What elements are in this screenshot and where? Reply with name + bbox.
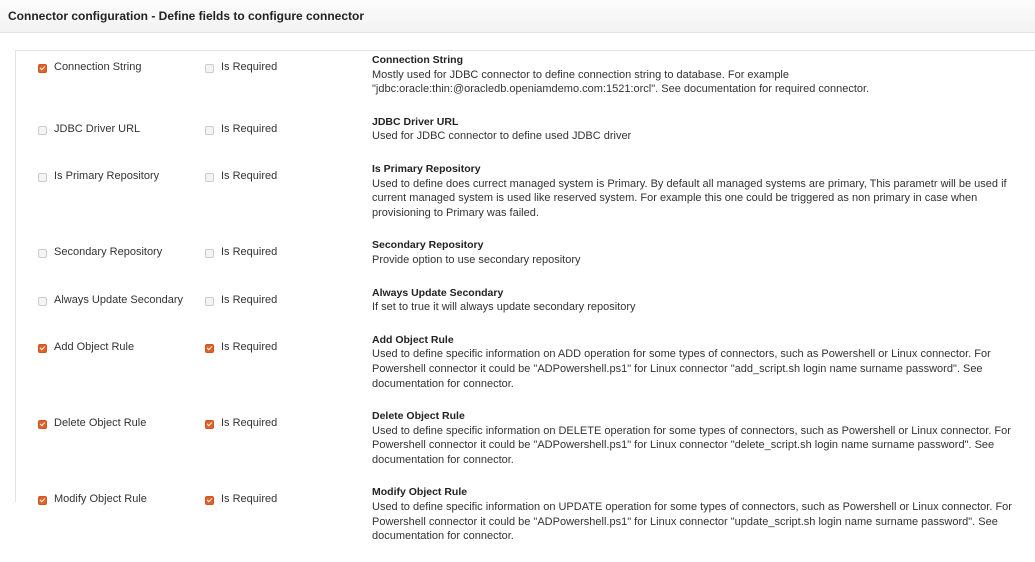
field-row bbox=[16, 115, 1035, 162]
field-enable-toggle[interactable] bbox=[16, 238, 205, 267]
enabled-checkbox[interactable] bbox=[38, 249, 47, 258]
field-row bbox=[16, 409, 1035, 485]
field-enable-toggle[interactable] bbox=[16, 53, 205, 97]
field-label: Modify Object Rule bbox=[54, 493, 147, 505]
field-help-title: Secondary Repository bbox=[372, 238, 1022, 253]
required-checkbox[interactable] bbox=[205, 496, 214, 505]
field-row bbox=[16, 286, 1035, 333]
field-help-description: Used to define specific information on DELETE operation for some types of connectors, such as Powershell or Linux connector. For Powershell connector it could be "ADPowershell.ps1" for Linux connector "delete_script.sh login name surname password". See documentation for connector. bbox=[372, 424, 1022, 468]
field-label: JDBC Driver URL bbox=[54, 123, 140, 135]
required-label: Is Required bbox=[221, 170, 277, 182]
required-label: Is Required bbox=[221, 341, 277, 353]
field-help-description: Used to define specific information on ADD operation for some types of connectors, such as Powershell or Linux connector. For Powershell connector it could be "ADPowershell.ps1" for Linux connector "add_script.sh login name surname password". See documentation for connector. bbox=[372, 347, 1022, 391]
field-enable-toggle[interactable] bbox=[16, 286, 205, 315]
field-help-title: Is Primary Repository bbox=[372, 162, 1022, 177]
enabled-checkbox[interactable] bbox=[38, 64, 47, 73]
required-checkbox[interactable] bbox=[205, 420, 214, 429]
field-help-title: JDBC Driver URL bbox=[372, 115, 1022, 130]
field-help-title: Always Update Secondary bbox=[372, 286, 1022, 301]
field-help bbox=[372, 238, 1022, 267]
field-required-toggle[interactable] bbox=[205, 115, 372, 144]
field-row bbox=[16, 333, 1035, 409]
field-help bbox=[372, 286, 1022, 315]
field-label: Is Primary Repository bbox=[54, 170, 159, 182]
field-required-toggle[interactable] bbox=[205, 286, 372, 315]
field-enable-toggle[interactable] bbox=[16, 485, 205, 543]
enabled-checkbox[interactable] bbox=[38, 344, 47, 353]
field-required-toggle[interactable] bbox=[205, 409, 372, 467]
field-help-description: Used to define does currect managed system is Primary. By default all managed systems are primary, This parametr will be used if current managed system is used like reserved system. For example this one could be triggered as non primary in case when provisioning to Primary was failed. bbox=[372, 177, 1022, 221]
enabled-checkbox[interactable] bbox=[38, 496, 47, 505]
field-help-description: Used for JDBC connector to define used JDBC driver bbox=[372, 129, 1022, 144]
page-title: Connector configuration - Define fields to configure connector bbox=[8, 9, 364, 23]
field-help bbox=[372, 53, 1022, 97]
field-required-toggle[interactable] bbox=[205, 53, 372, 97]
field-row bbox=[16, 238, 1035, 285]
field-help-description: Provide option to use secondary repository bbox=[372, 253, 1022, 268]
field-help-title: Delete Object Rule bbox=[372, 409, 1022, 424]
page-header bbox=[0, 0, 1035, 33]
required-checkbox[interactable] bbox=[205, 249, 214, 258]
field-help bbox=[372, 333, 1022, 391]
field-label: Add Object Rule bbox=[54, 341, 134, 353]
enabled-checkbox[interactable] bbox=[38, 420, 47, 429]
field-label: Connection String bbox=[54, 61, 141, 73]
field-row bbox=[16, 485, 1035, 561]
required-label: Is Required bbox=[221, 61, 277, 73]
required-checkbox[interactable] bbox=[205, 297, 214, 306]
field-required-toggle[interactable] bbox=[205, 238, 372, 267]
required-checkbox[interactable] bbox=[205, 126, 214, 135]
field-row bbox=[16, 51, 1035, 115]
field-help bbox=[372, 162, 1022, 220]
field-label: Secondary Repository bbox=[54, 246, 162, 258]
field-enable-toggle[interactable] bbox=[16, 333, 205, 391]
required-checkbox[interactable] bbox=[205, 64, 214, 73]
field-help-title: Connection String bbox=[372, 53, 1022, 68]
field-help-title: Add Object Rule bbox=[372, 333, 1022, 348]
field-help bbox=[372, 409, 1022, 467]
required-checkbox[interactable] bbox=[205, 173, 214, 182]
field-required-toggle[interactable] bbox=[205, 162, 372, 220]
field-label: Always Update Secondary bbox=[54, 294, 183, 306]
field-required-toggle[interactable] bbox=[205, 333, 372, 391]
enabled-checkbox[interactable] bbox=[38, 126, 47, 135]
connector-fields-panel bbox=[15, 50, 1035, 502]
field-help-description: If set to true it will always update secondary repository bbox=[372, 300, 1022, 315]
field-help-description: Used to define specific information on UPDATE operation for some types of connectors, such as Powershell or Linux connector. For Powershell connector it could be "ADPowershell.ps1" for Linux connector "update_script.sh login name surname password". See documentation for connector. bbox=[372, 500, 1022, 544]
required-checkbox[interactable] bbox=[205, 344, 214, 353]
required-label: Is Required bbox=[221, 123, 277, 135]
field-enable-toggle[interactable] bbox=[16, 409, 205, 467]
required-label: Is Required bbox=[221, 417, 277, 429]
field-enable-toggle[interactable] bbox=[16, 115, 205, 144]
field-help bbox=[372, 115, 1022, 144]
field-required-toggle[interactable] bbox=[205, 485, 372, 543]
required-label: Is Required bbox=[221, 294, 277, 306]
field-help-description: Mostly used for JDBC connector to define connection string to database. For example "jdbc:oracle:thin:@oracledb.openiamdemo.com:1521:orcl". See documentation for required connector. bbox=[372, 68, 1022, 97]
field-enable-toggle[interactable] bbox=[16, 162, 205, 220]
required-label: Is Required bbox=[221, 493, 277, 505]
field-help bbox=[372, 485, 1022, 543]
field-help-title: Modify Object Rule bbox=[372, 485, 1022, 500]
field-row bbox=[16, 162, 1035, 238]
field-label: Delete Object Rule bbox=[54, 417, 146, 429]
enabled-checkbox[interactable] bbox=[38, 297, 47, 306]
required-label: Is Required bbox=[221, 246, 277, 258]
enabled-checkbox[interactable] bbox=[38, 173, 47, 182]
